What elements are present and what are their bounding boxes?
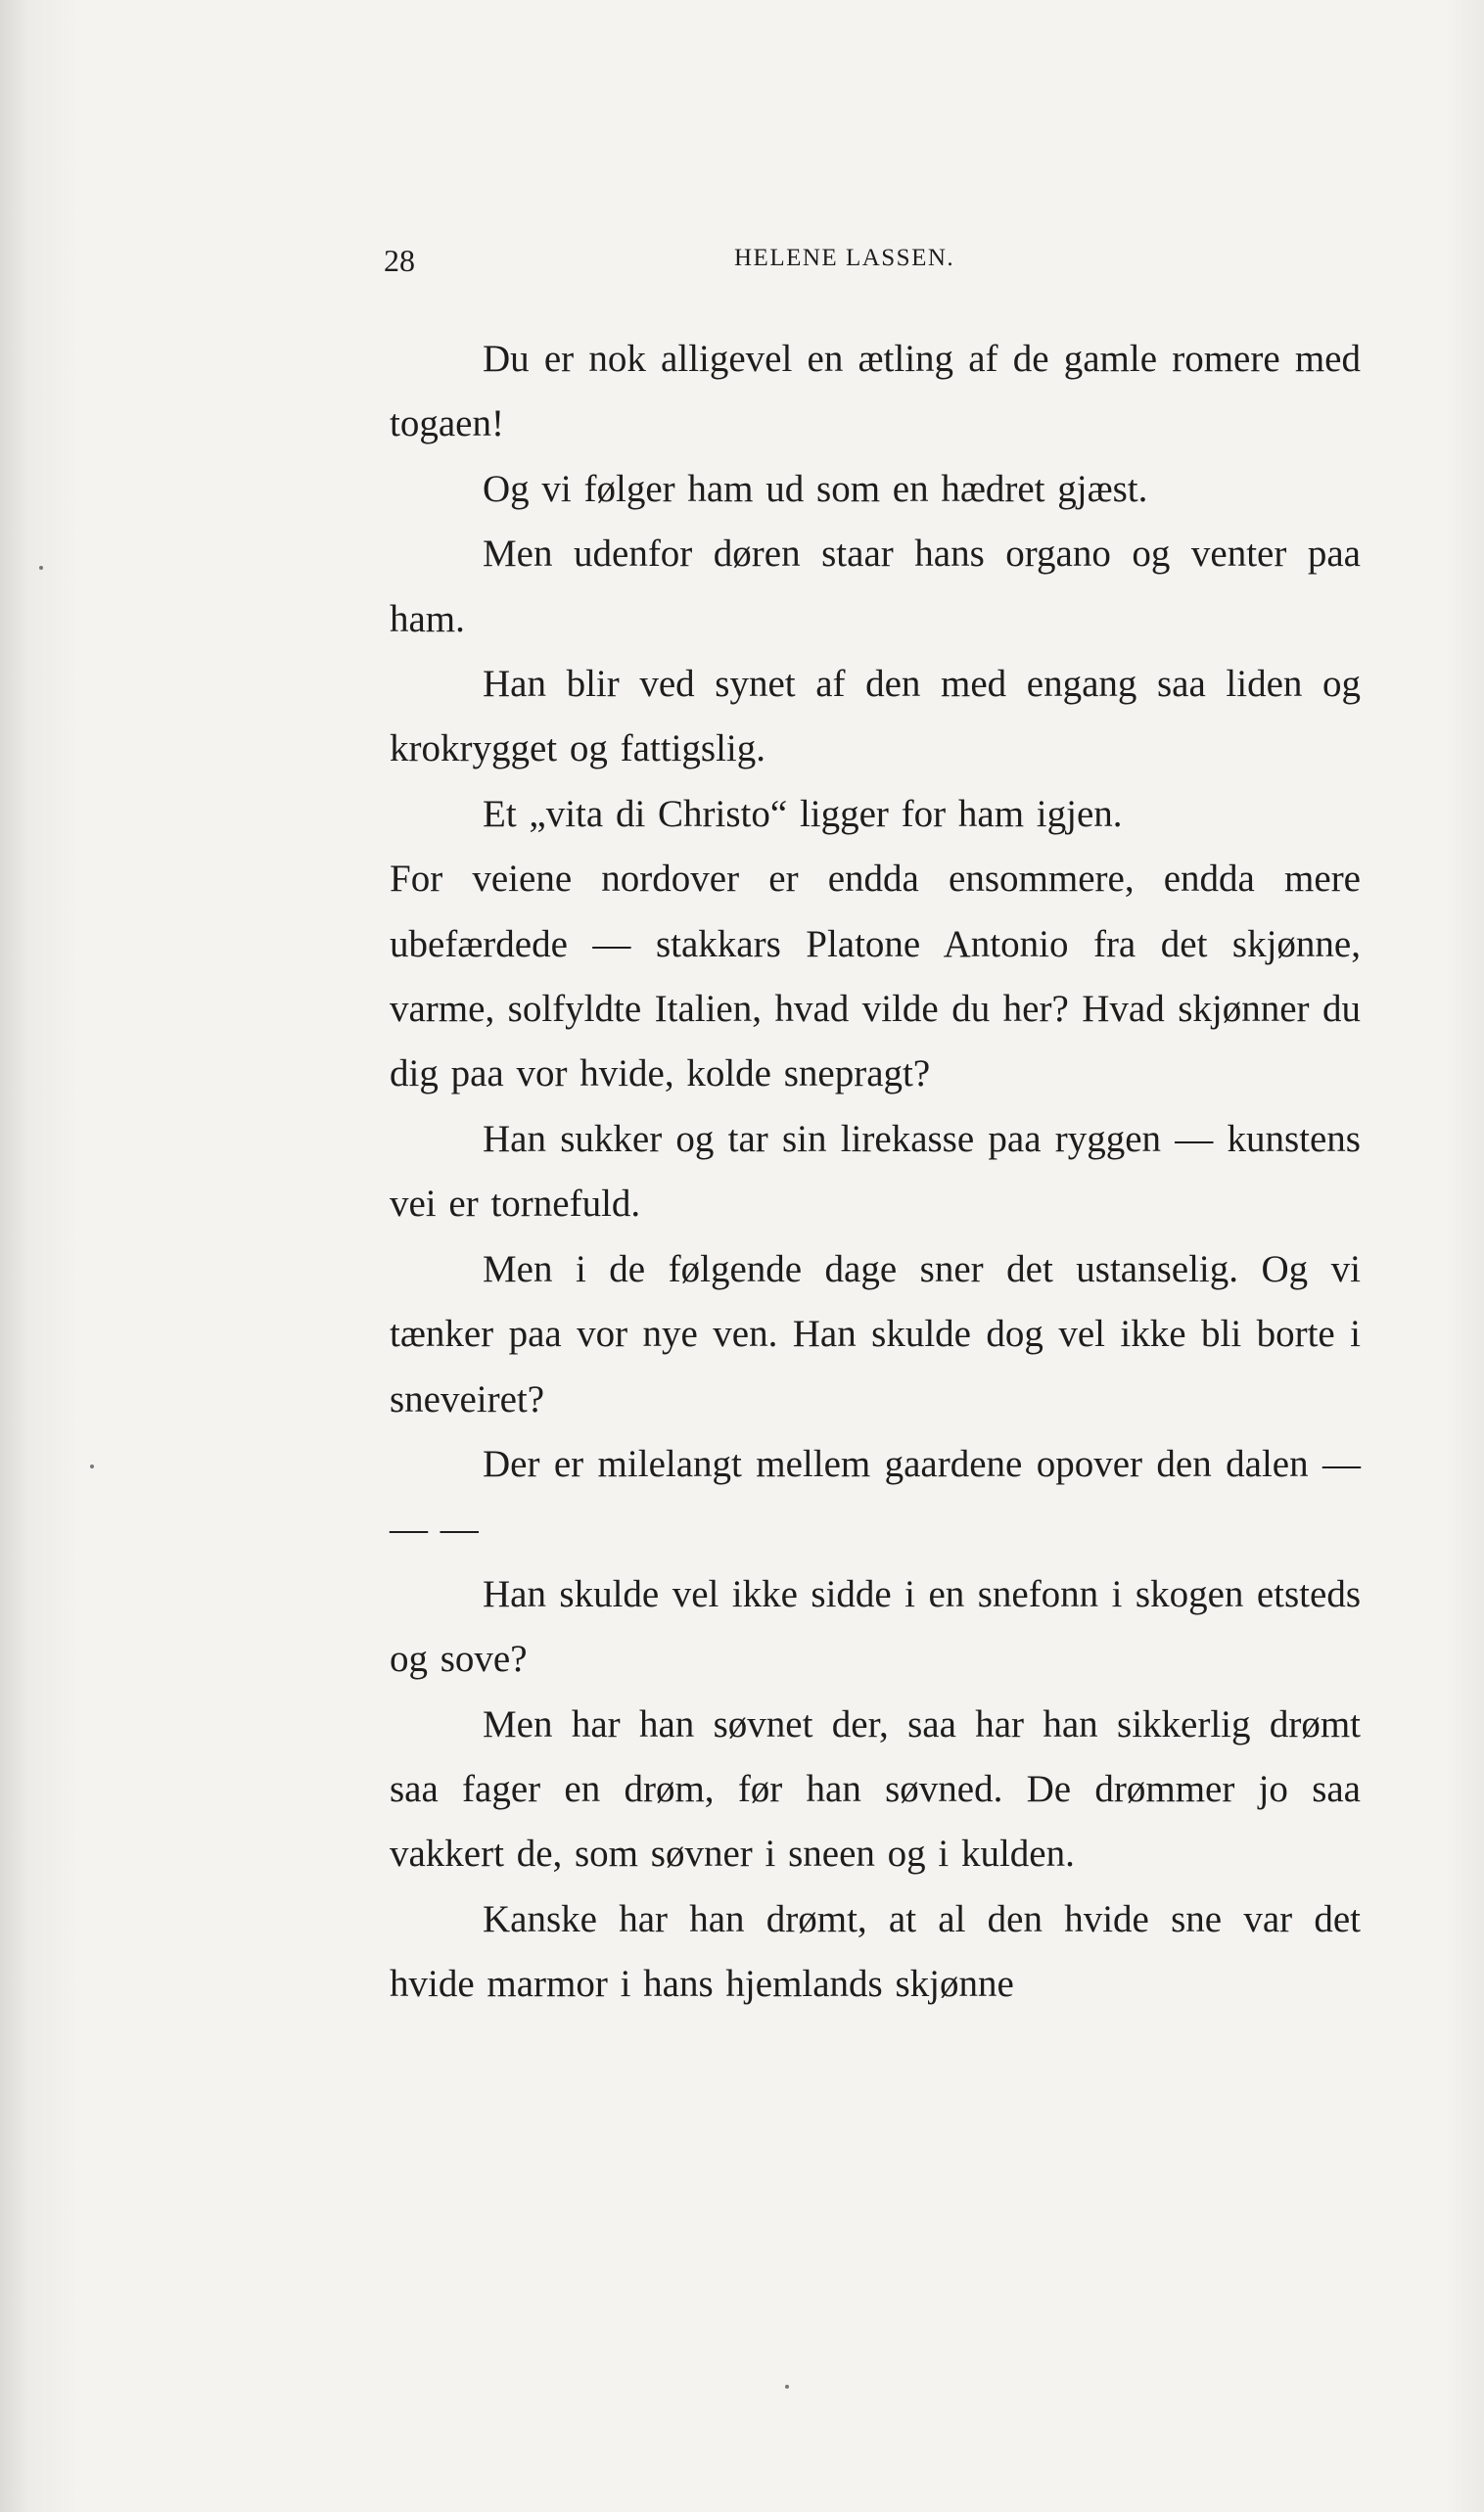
paragraph: Kanske har han drømt, at al den hvide sne var det hvide marmor i hans hjemlands skjønne <box>390 1897 1361 2006</box>
paragraph: Men har han søvnet der, saa har han sikkerlig drømt saa fager en drøm, før han søvned. De drømmer jo saa vakkert de, som søvner i sneen og i kulden. <box>390 1702 1361 1876</box>
paper-speck <box>785 2385 789 2389</box>
body-text <box>390 327 1361 2018</box>
paper-speck <box>90 1465 94 1468</box>
paragraph: For veiene nordover er endda ensommere, endda mere ubefærdede — stakkars Platone Antonio fra det skjønne, varme, solfyldte Italien, hvad vilde du her? Hvad skjønner du dig paa vor hvide, kolde snepragt? <box>390 858 1361 1095</box>
paper-speck <box>39 566 43 570</box>
page-header <box>384 243 1363 282</box>
paragraph: Og vi følger ham ud som en hædret gjæst. <box>483 467 1148 510</box>
paragraph: Men i de følgende dage sner det ustanselig. Og vi tænker paa vor nye ven. Han skulde dog vel ikke bli borte i sneveiret? <box>390 1247 1361 1420</box>
paragraph: Men udenfor døren staar hans organo og venter paa ham. <box>390 533 1361 640</box>
paragraph: Han skulde vel ikke sidde i en snefonn i skogen etsteds og sove? <box>390 1572 1361 1681</box>
paragraph: Et „vita di Christo“ ligger for ham igjen. <box>483 792 1123 835</box>
paragraph: Du er nok alligevel en ætling af de gamle romere med togaen! <box>390 338 1361 445</box>
page-number: 28 <box>384 243 415 278</box>
running-title: HELENE LASSEN. <box>734 245 955 271</box>
paragraph: Han blir ved synet af den med engang saa liden og krokrygget og fattigslig. <box>390 663 1361 770</box>
paragraph: Han sukker og tar sin lirekasse paa ryggen — kunstens vei er tornefuld. <box>390 1117 1361 1226</box>
paragraph: Der er milelangt mellem gaardene opover den dalen — — — <box>390 1442 1361 1551</box>
